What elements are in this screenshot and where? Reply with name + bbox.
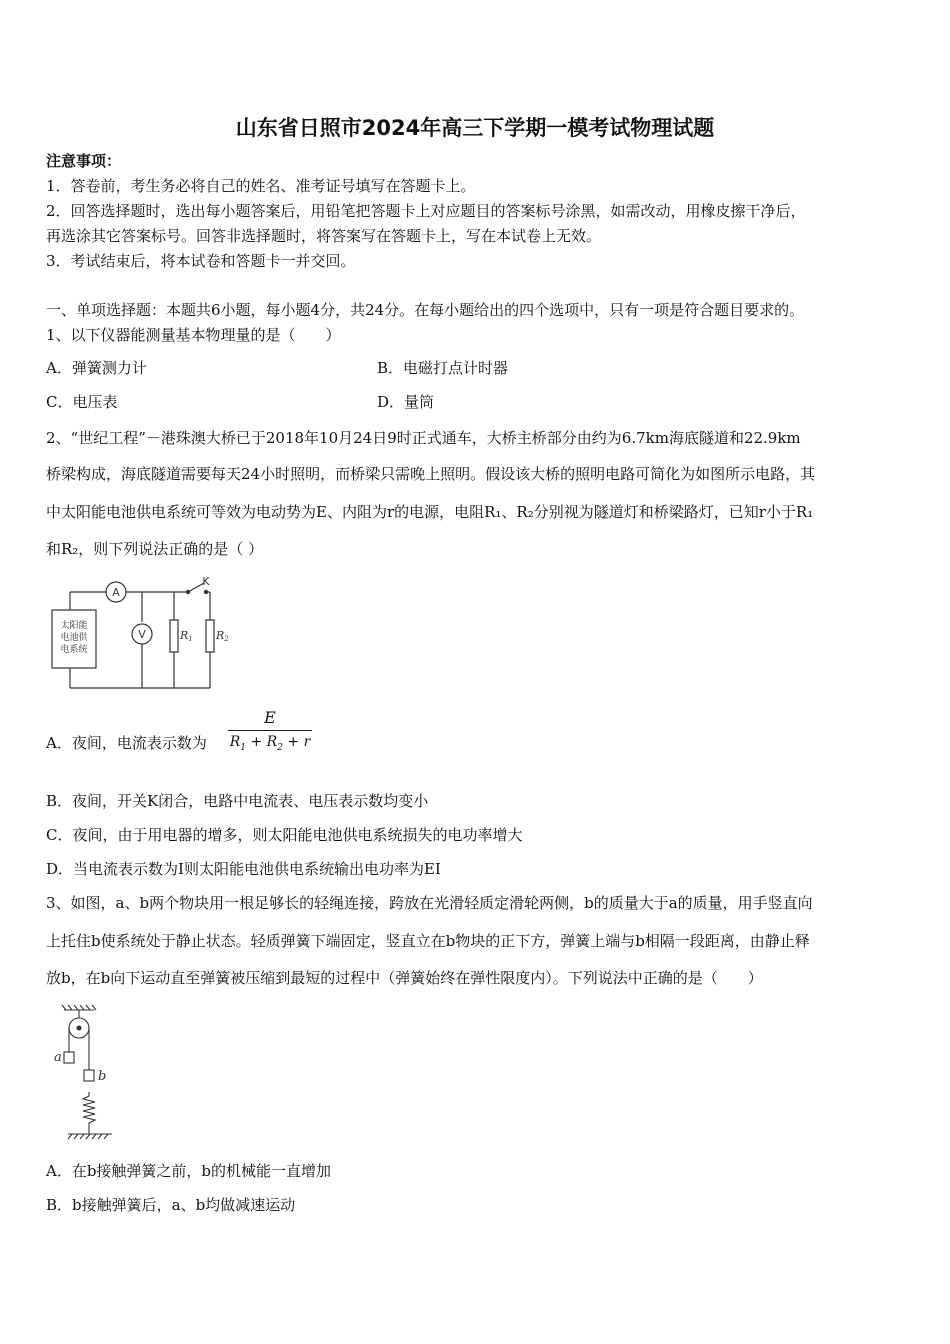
- ammeter-label: A: [112, 586, 120, 599]
- q2-stem-line: 2、“世纪工程”－港珠澳大桥已于2018年10月24日9时正式通车，大桥主桥部分由约为6.7km海底隧道和22.9km: [46, 429, 801, 447]
- q2-option-c: C．夜间，由于用电器的增多，则太阳能电池供电系统损失的电功率增大: [46, 826, 523, 844]
- section-heading: 一、单项选择题：本题共6小题，每小题4分，共24分。在每小题给出的四个选项中，只有一项是符合题目要求的。: [46, 301, 805, 319]
- q2-option-b: B．夜间，开关K闭合，电路中电流表、电压表示数均变小: [46, 792, 429, 810]
- source-label-line: 电系统: [60, 645, 88, 655]
- resistor-r1-icon: [170, 620, 178, 652]
- q1-option-c: C．电压表: [46, 393, 118, 411]
- r1-label: R1: [180, 629, 193, 643]
- pulley-spring-diagram: [48, 1004, 128, 1144]
- notice-item: 2．回答选择题时，选出每小题答案后，用铅笔把答题卡上对应题目的答案标号涂黑，如需改动，用橡皮擦干净后，: [46, 202, 806, 220]
- block-b: [84, 1070, 94, 1081]
- q1-stem: 1、以下仪器能测量基本物理量的是（ ）: [46, 326, 341, 344]
- q1-option-d: D．量筒: [377, 393, 435, 411]
- current-formula: [228, 708, 312, 757]
- notice-item: 1．答卷前，考生务必将自己的姓名、准考证号填写在答题卡上。: [46, 177, 476, 195]
- q2-stem-line: 桥梁构成，海底隧道需要每天24小时照明，而桥梁只需晚上照明。假设该大桥的照明电路可简化为如图所示电路，其: [46, 465, 816, 483]
- spring-icon: [83, 1092, 95, 1134]
- formula-denominator: $R_1 + R_2 + r$: [229, 734, 311, 753]
- switch-label: K: [202, 575, 210, 588]
- q3-stem-line: 上托住b使系统处于静止状态。轻质弹簧下端固定，竖直立在b物块的正下方，弹簧上端与b相隔一段距离，由静止释: [46, 932, 810, 950]
- notice-item: 再选涂其它答案标号。回答非选择题时，将答案写在答题卡上，写在本试卷上无效。: [46, 227, 602, 245]
- q3-stem-line: 3、如图，a、b两个物块用一根足够长的轻绳连接，跨放在光滑轻质定滑轮两侧，b的质量大于a的质量，用手竖直向: [46, 894, 813, 912]
- notice-heading: 注意事项：: [46, 152, 122, 170]
- notice-item: 3．考试结束后，将本试卷和答题卡一并交回。: [46, 252, 356, 270]
- q1-option-b: B．电磁打点计时器: [377, 359, 509, 377]
- q2-stem-line: 中太阳能电池供电系统可等效为电动势为E、内阻为r的电源，电阻R₁、R₂分别视为隧道灯和桥梁路灯，已知r小于R₁: [46, 503, 814, 521]
- page-title: 山东省日照市2024年高三下学期一模考试物理试题: [235, 116, 715, 140]
- q2-option-d: D．当电流表示数为I则太阳能电池供电系统输出电功率为EI: [46, 860, 441, 878]
- q1-option-a: A．弹簧测力计: [46, 359, 147, 377]
- source-label-line: 电池供: [60, 633, 88, 643]
- q2-stem-line: 和R₂，则下列说法正确的是（ ）: [46, 540, 264, 558]
- resistor-r2-icon: [206, 620, 214, 652]
- q3-stem-line: 放b，在b向下运动直至弹簧被压缩到最短的过程中（弹簧始终在弹性限度内）。下列说法中正确的是（ ）: [46, 969, 763, 987]
- label-a: a: [54, 1050, 62, 1065]
- block-a: [64, 1052, 74, 1063]
- q2-option-a: A．夜间，电流表示数为: [46, 734, 207, 752]
- source-label-line: 太阳能: [60, 621, 88, 631]
- q3-option-a: A．在b接触弹簧之前，b的机械能一直增加: [46, 1162, 332, 1180]
- r2-label: R2: [216, 629, 229, 643]
- label-b: b: [98, 1069, 107, 1084]
- formula-numerator: E: [264, 708, 276, 727]
- circuit-diagram: [46, 572, 246, 694]
- voltmeter-label: V: [138, 628, 146, 641]
- q3-option-b: B．b接触弹簧后，a、b均做减速运动: [46, 1196, 296, 1214]
